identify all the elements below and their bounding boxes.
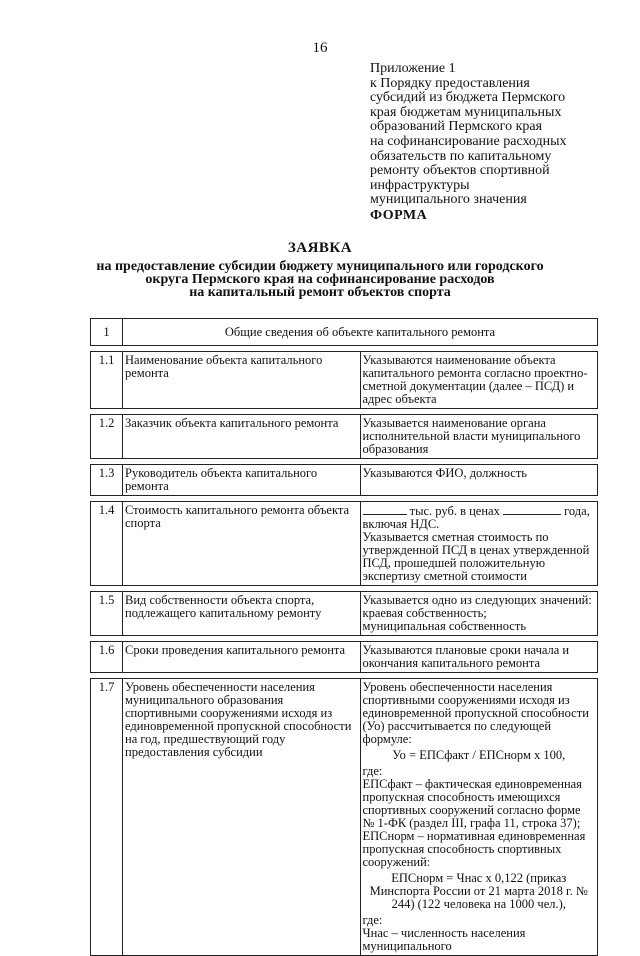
where-label: где: [362, 764, 383, 778]
table-row [91, 502, 598, 586]
row-description: Указывается наименование органа исполнительной власти муниципального образования [360, 415, 598, 459]
formula-uo: Уо = ЕПСфакт / ЕПСнорм х 100, [392, 748, 566, 762]
definition-eps-fact: ЕПСфакт – фактическая единовременная пропускная способность имеющихся спортивных сооружений согласно форме № 1-ФК (раздел III, графа 11, строка 37); [362, 777, 582, 830]
form-label: ФОРМА [370, 208, 428, 223]
document-subtitle [0, 260, 640, 299]
where-label: где: [362, 913, 383, 927]
appendix-line: края бюджетам муниципальных [370, 104, 562, 120]
appendix-header [370, 62, 620, 208]
row-description: Указываются наименование объекта капитального ремонта согласно проектно-сметной документации (далее – ПСД) и адрес объекта [360, 352, 598, 409]
row-number: 1.2 [91, 415, 123, 459]
table-row [91, 465, 598, 496]
row-name: Наименование объекта капитального ремонта [123, 352, 361, 409]
ownership-line: Указывается одно из следующих значений: [362, 593, 592, 607]
row-name: Заказчик объекта капитального ремонта [123, 415, 361, 459]
vat-text: года, включая НДС. [362, 504, 590, 531]
table-row [91, 352, 598, 409]
table-row [91, 415, 598, 459]
appendix-line: муниципального значения [370, 192, 527, 208]
row-description: Указываются ФИО, должность [360, 465, 598, 496]
row-description [360, 679, 598, 956]
row-name: Вид собственности объекта спорта, подлежащего капитальному ремонту [123, 592, 361, 636]
appendix-line: Приложение 1 [370, 61, 456, 76]
table-row [91, 642, 598, 673]
appendix-line: образований Пермского края [370, 119, 543, 135]
ownership-line: муниципальная собственность [362, 619, 527, 633]
appendix-line: ремонту объектов спортивной [370, 163, 550, 179]
table-row [91, 592, 598, 636]
definition-population: Чнас – численность населения муниципального [362, 926, 526, 953]
row-number: 1.4 [91, 502, 123, 586]
document-title: ЗАЯВКА [287, 240, 353, 256]
row-number: 1.1 [91, 352, 123, 409]
subtitle-line: на предоставление субсидии бюджету муниципального или городского [96, 259, 544, 274]
section-number: 1 [91, 319, 123, 346]
application-form-table [90, 318, 598, 956]
year-blank [503, 504, 561, 515]
appendix-line: субсидий из бюджета Пермского [370, 90, 566, 106]
page-number: 16 [312, 40, 328, 56]
appendix-line: обязательств по капитальному [370, 148, 552, 164]
row-name: Руководитель объекта капитального ремонта [123, 465, 361, 496]
row-name: Уровень обеспеченности населения муниципального образования спортивными сооружениями исходя из единовременной пропускной способности на год, предшествующий году предоставления субсидии [123, 679, 361, 956]
table-section-header [91, 319, 598, 346]
row-number: 1.7 [91, 679, 123, 956]
appendix-line: инфраструктуры [370, 177, 470, 193]
formula-eps-norm: ЕПСнорм = Чнас х 0,122 (приказ Минспорта России от 21 марта 2018 г. № 244) (122 человека на 1000 чел.), [369, 871, 588, 911]
appendix-line: на софинансирование расходных [370, 133, 567, 149]
subtitle-line: на капитальный ремонт объектов спорта [189, 285, 451, 300]
table-row [91, 679, 598, 956]
row-name: Сроки проведения капитального ремонта [123, 642, 361, 673]
row-number: 1.5 [91, 592, 123, 636]
row-number: 1.6 [91, 642, 123, 673]
section-title: Общие сведения об объекте капитального ремонта [123, 319, 598, 346]
cost-text: тыс. руб. в ценах [409, 504, 500, 518]
row-name: Стоимость капитального ремонта объекта спорта [123, 502, 361, 586]
row-description [360, 592, 598, 636]
cost-description: Указывается сметная стоимость по утвержденной ПСД в ценах утвержденной ПСД, прошедшей положительную экспертизу сметной стоимости [362, 530, 590, 583]
definition-eps-norm: ЕПСнорм – нормативная единовременная пропускная способность спортивных сооружений: [362, 829, 586, 869]
row-number: 1.3 [91, 465, 123, 496]
cost-blank [363, 504, 407, 515]
appendix-line: к Порядку предоставления [370, 75, 530, 91]
subtitle-line: округа Пермского края на софинансирование расходов [145, 272, 495, 287]
row-description: Указываются плановые сроки начала и окончания капитального ремонта [360, 642, 598, 673]
ownership-line: краевая собственность; [362, 606, 487, 620]
formula-intro: Уровень обеспеченности населения спортивными сооружениями исходя из единовременной пропускной способности (Уо) рассчитывается по следующей формуле: [362, 680, 589, 746]
row-description [360, 502, 598, 586]
